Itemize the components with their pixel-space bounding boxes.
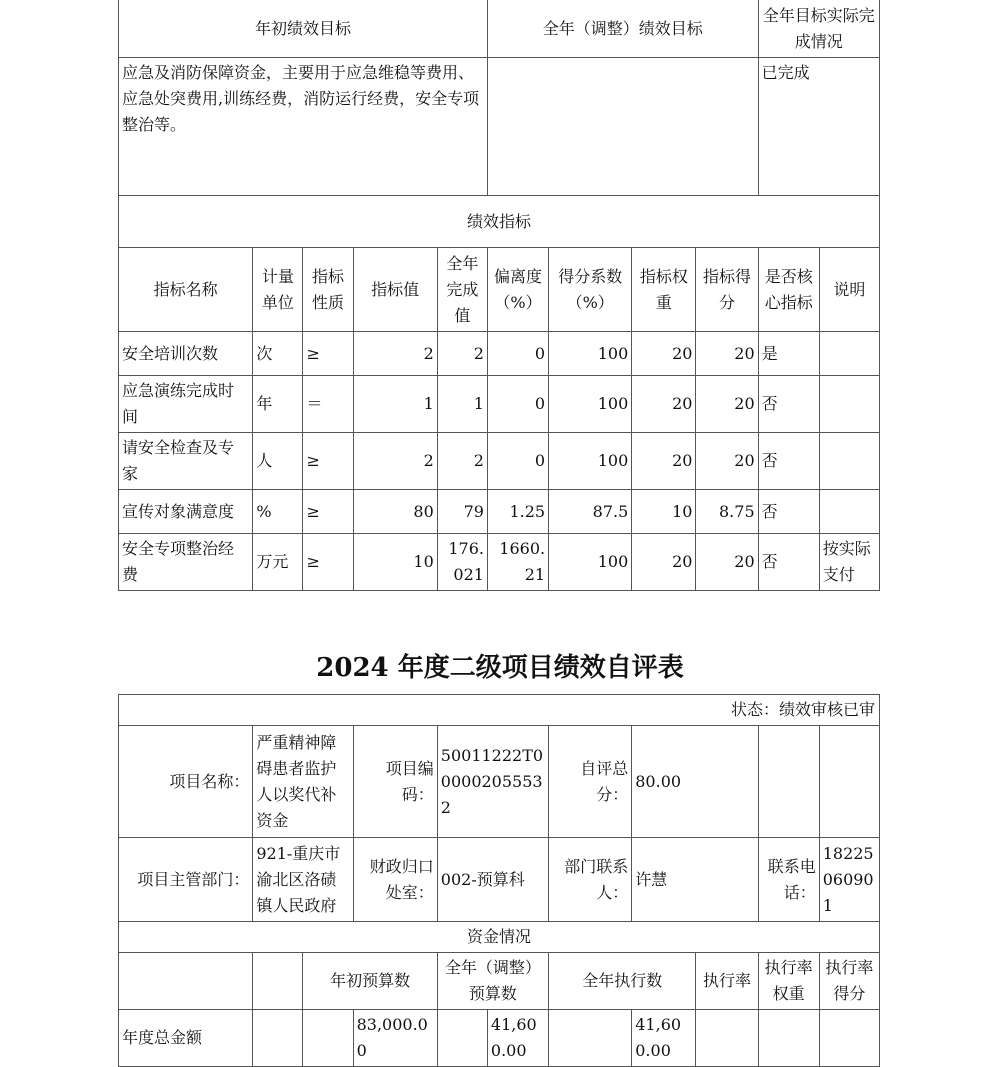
indicators-section-title: 绩效指标 — [119, 196, 880, 248]
indicator-coefficient: 87.5 — [549, 490, 632, 534]
total-initial-budget: 83,000.00 — [353, 1010, 437, 1067]
initial-goal-text: 应急及消防保障资金，主要用于应急维稳等费用、应急处突费用,训练经费，消防运行经费，安全专项整治等。 — [119, 58, 488, 196]
header-actual-completion: 全年目标实际完成情况 — [758, 0, 879, 58]
performance-goals-table — [118, 0, 880, 591]
indicator-header: 全年完成值 — [437, 248, 487, 332]
empty-cell — [758, 1010, 819, 1067]
indicator-note — [819, 433, 879, 490]
indicator-coefficient: 100 — [549, 534, 632, 591]
indicator-nature: ≥ — [303, 332, 353, 376]
indicator-note — [819, 332, 879, 376]
indicator-completed: 2 — [437, 332, 487, 376]
funds-header-rate-score: 执行率得分 — [819, 953, 879, 1010]
phone-value: 18225060901 — [819, 838, 879, 922]
indicator-core: 否 — [758, 490, 819, 534]
indicator-unit: 次 — [253, 332, 303, 376]
funds-header-rate-weight: 执行率权重 — [758, 953, 819, 1010]
indicator-name: 请安全检查及专家 — [119, 433, 253, 490]
indicator-unit: 年 — [253, 376, 303, 433]
indicator-name: 安全专项整治经费 — [119, 534, 253, 591]
status-badge: 状态：绩效审核已审 — [119, 695, 880, 726]
self-score-label: 自评总分： — [549, 726, 632, 838]
indicator-row — [119, 490, 880, 534]
dept-label: 项目主管部门： — [119, 838, 253, 922]
indicator-deviation: 0 — [487, 332, 548, 376]
indicator-unit: 人 — [253, 433, 303, 490]
indicator-coefficient: 100 — [549, 433, 632, 490]
empty-cell — [819, 726, 879, 838]
indicator-score: 20 — [696, 376, 758, 433]
indicator-core: 否 — [758, 534, 819, 591]
indicator-header: 是否核心指标 — [758, 248, 819, 332]
indicator-core: 是 — [758, 332, 819, 376]
indicator-note: 按实际支付 — [819, 534, 879, 591]
indicator-weight: 20 — [632, 534, 696, 591]
indicator-completed: 2 — [437, 433, 487, 490]
indicator-nature: ≥ — [303, 433, 353, 490]
empty-cell — [696, 1010, 758, 1067]
indicator-core: 否 — [758, 376, 819, 433]
phone-label: 联系电话： — [758, 838, 819, 922]
actual-completion-text: 已完成 — [758, 58, 879, 196]
indicator-header: 计量单位 — [253, 248, 303, 332]
indicator-header: 指标得分 — [696, 248, 758, 332]
indicator-coefficient: 100 — [549, 332, 632, 376]
total-adjusted-budget: 41,600.00 — [487, 1010, 548, 1067]
indicator-value: 2 — [353, 433, 437, 490]
total-amount-label: 年度总金额 — [119, 1010, 253, 1067]
indicator-header: 指标值 — [353, 248, 437, 332]
indicator-weight: 20 — [632, 433, 696, 490]
empty-cell — [437, 1010, 487, 1067]
funds-header-initial: 年初预算数 — [303, 953, 437, 1010]
indicator-row — [119, 433, 880, 490]
indicator-value: 80 — [353, 490, 437, 534]
indicator-nature: ≥ — [303, 490, 353, 534]
funds-section-title: 资金情况 — [119, 922, 880, 953]
indicator-row — [119, 534, 880, 591]
indicator-weight: 10 — [632, 490, 696, 534]
indicator-completed: 79 — [437, 490, 487, 534]
indicator-weight: 20 — [632, 332, 696, 376]
indicator-value: 1 — [353, 376, 437, 433]
indicator-weight: 20 — [632, 376, 696, 433]
project-code-value: 50011222T000002055532 — [437, 726, 548, 838]
indicator-core: 否 — [758, 433, 819, 490]
indicator-score: 8.75 — [696, 490, 758, 534]
indicator-note — [819, 376, 879, 433]
project-code-label: 项目编码： — [353, 726, 437, 838]
indicator-score: 20 — [696, 534, 758, 591]
dept-value: 921-重庆市渝北区洛碛镇人民政府 — [253, 838, 353, 922]
indicator-row — [119, 376, 880, 433]
empty-cell — [549, 1010, 632, 1067]
empty-cell — [758, 726, 819, 838]
funds-header-adjusted: 全年（调整）预算数 — [437, 953, 548, 1010]
indicator-header: 指标性质 — [303, 248, 353, 332]
empty-cell — [819, 1010, 879, 1067]
empty-cell — [253, 953, 303, 1010]
indicator-name: 宣传对象满意度 — [119, 490, 253, 534]
indicator-header: 说明 — [819, 248, 879, 332]
contact-label: 部门联系人： — [549, 838, 632, 922]
finance-office-value: 002-预算科 — [437, 838, 548, 922]
indicator-deviation: 0 — [487, 376, 548, 433]
indicator-name: 应急演练完成时间 — [119, 376, 253, 433]
self-score-value: 80.00 — [632, 726, 758, 838]
empty-cell — [253, 1010, 303, 1067]
indicator-note — [819, 490, 879, 534]
funds-header-executed: 全年执行数 — [549, 953, 696, 1010]
header-adjusted-goal: 全年（调整）绩效目标 — [487, 0, 758, 58]
indicator-unit: 万元 — [253, 534, 303, 591]
empty-cell — [303, 1010, 353, 1067]
indicator-row — [119, 332, 880, 376]
indicator-unit: % — [253, 490, 303, 534]
indicator-value: 2 — [353, 332, 437, 376]
empty-cell — [119, 953, 253, 1010]
contact-value: 许慧 — [632, 838, 758, 922]
project-name-label: 项目名称： — [119, 726, 253, 838]
indicator-name: 安全培训次数 — [119, 332, 253, 376]
indicator-header: 得分系数（%） — [549, 248, 632, 332]
indicator-coefficient: 100 — [549, 376, 632, 433]
indicator-completed: 1 — [437, 376, 487, 433]
finance-office-label: 财政归口处室： — [353, 838, 437, 922]
indicator-score: 20 — [696, 332, 758, 376]
indicator-deviation: 1.25 — [487, 490, 548, 534]
project-evaluation-table — [118, 694, 880, 1067]
funds-header-rate: 执行率 — [696, 953, 758, 1010]
indicator-nature: ≥ — [303, 534, 353, 591]
indicator-score: 20 — [696, 433, 758, 490]
project-name-value: 严重精神障碍患者监护人以奖代补资金 — [253, 726, 353, 838]
adjusted-goal-text — [487, 58, 758, 196]
header-initial-goal: 年初绩效目标 — [119, 0, 488, 58]
indicator-completed: 176.021 — [437, 534, 487, 591]
indicator-header: 偏离度（%） — [487, 248, 548, 332]
indicator-nature: ＝ — [303, 376, 353, 433]
indicator-header: 指标权重 — [632, 248, 696, 332]
page-title: 2024 年度二级项目绩效自评表 — [316, 653, 684, 683]
total-executed: 41,600.00 — [632, 1010, 696, 1067]
indicator-header: 指标名称 — [119, 248, 253, 332]
indicator-deviation: 1660.21 — [487, 534, 548, 591]
indicator-deviation: 0 — [487, 433, 548, 490]
indicator-value: 10 — [353, 534, 437, 591]
